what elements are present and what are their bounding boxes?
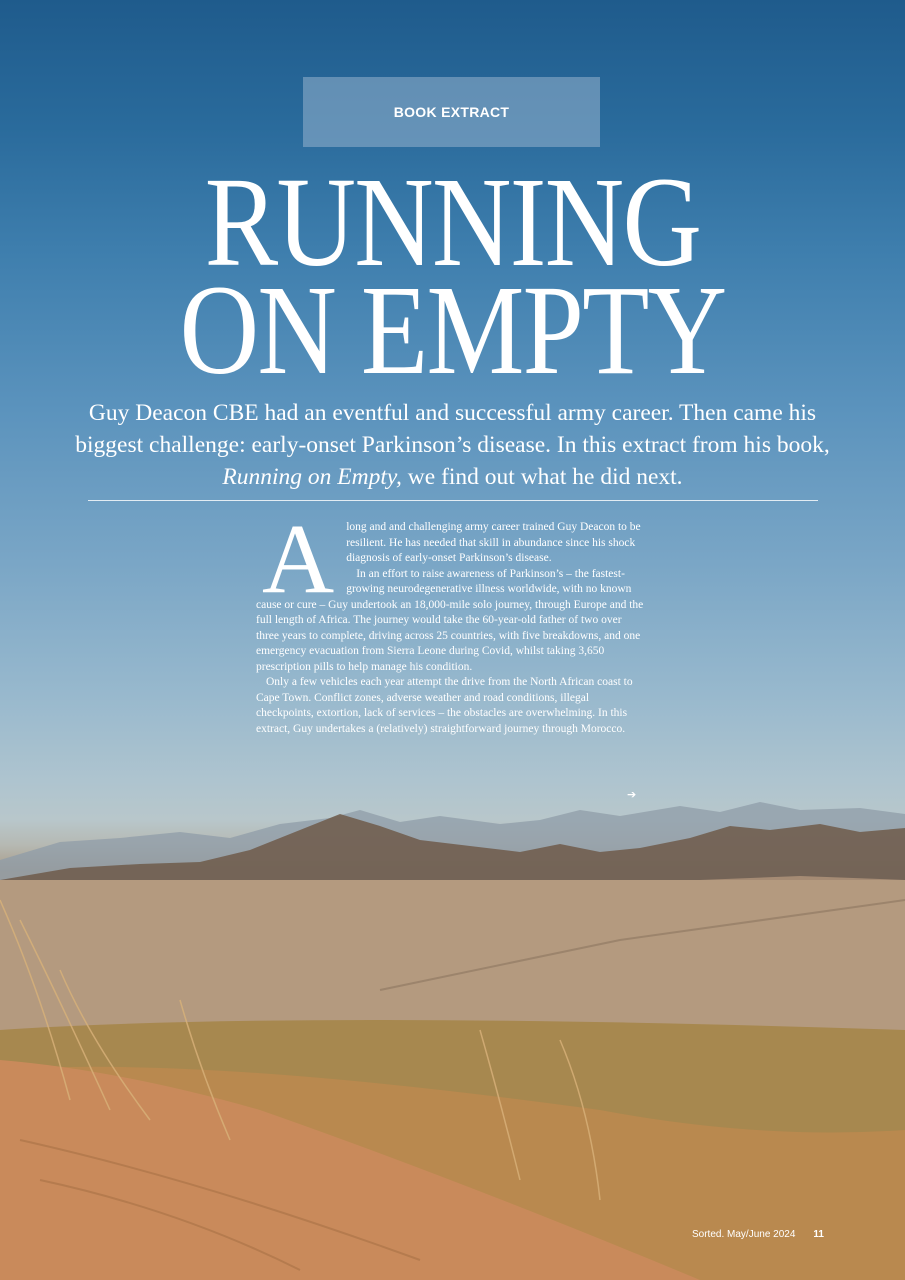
desert-ground-illustration <box>0 880 905 1280</box>
paragraph-3: Only a few vehicles each year attempt the drive from the North African coast to Cape Town. Conflict zones, adverse weather and road conditions, illegal checkpoints, extortion, lack of services – the obstacles are overwhelming. In this extract, Guy undertakes a (relatively) straightforward journey through Morocco. <box>256 676 633 735</box>
standfirst <box>70 397 835 493</box>
section-kicker: BOOK EXTRACT <box>393 104 510 120</box>
page-footer <box>692 1229 862 1240</box>
headline-line-2: ON EMPTY <box>179 259 726 401</box>
headline <box>0 151 905 401</box>
drop-cap: A <box>262 503 335 614</box>
headline-line-1: RUNNING <box>204 151 701 293</box>
section-label-box <box>303 77 600 147</box>
page-number: 11 <box>813 1229 824 1240</box>
standfirst-text-end: we find out what he did next. <box>401 464 683 490</box>
continue-arrow-icon: ➔ <box>627 788 637 801</box>
divider-rule <box>88 500 818 501</box>
paragraph-1: long and and challenging army career trained Guy Deacon to be resilient. He has needed that skill in abundance since his shock diagnosis of early-onset Parkinson’s disease. <box>346 521 641 564</box>
magazine-issue: Sorted. May/June 2024 <box>692 1229 796 1240</box>
standfirst-text: Guy Deacon CBE had an eventful and successful army career. Then came his biggest challenge: early-onset Parkinson’s disease. In this extract from his book, <box>75 400 830 458</box>
paragraph-2: In an effort to raise awareness of Parkinson’s – the fastest-growing neurodegenerative illness worldwide, with no known cause or cure – Guy undertook an 18,000-mile solo journey, through Europe and the full length of Africa. The journey would take the 60-year-old father of two over three years to complete, driving across 25 countries, with five breakdowns, and one emergency evacuation from Sierra Leone during Covid, whilst taking 3,650 prescription pills to help manage his condition. <box>256 567 644 673</box>
book-title: Running on Empty, <box>222 464 402 490</box>
article-body <box>256 503 644 737</box>
